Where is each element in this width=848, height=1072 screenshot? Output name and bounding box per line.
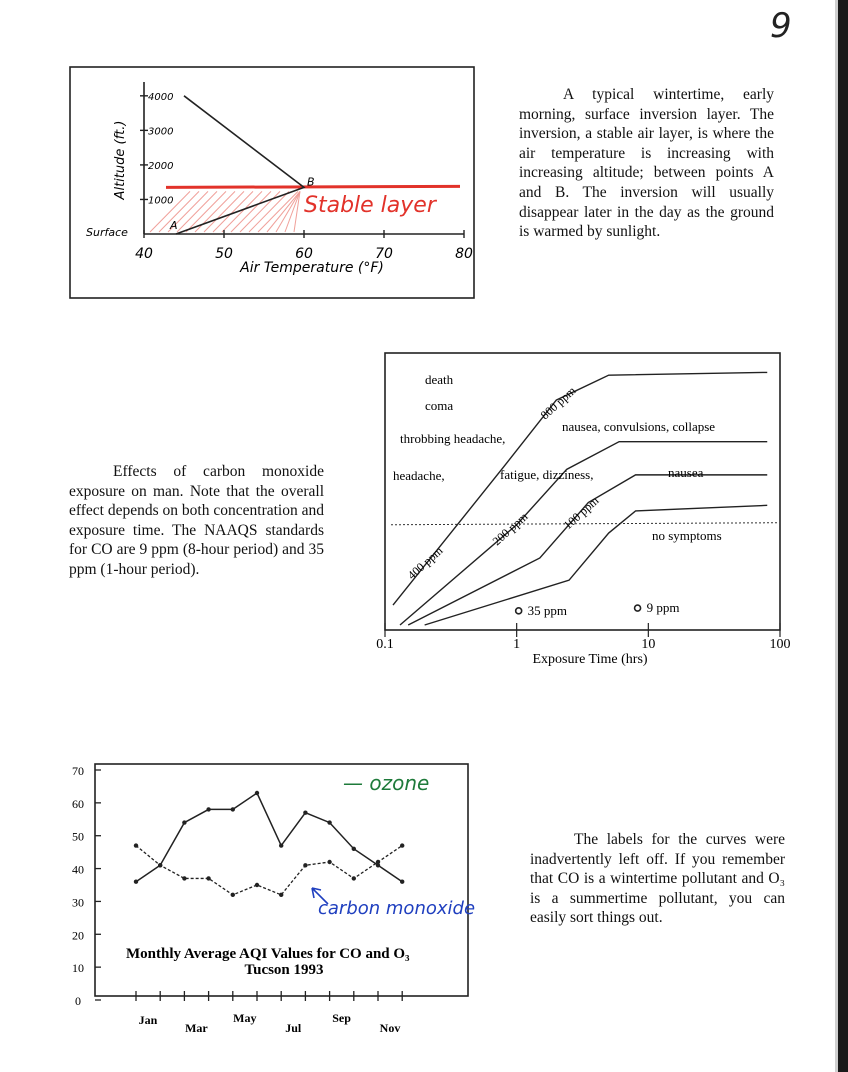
- standard-9ppm-label: 9 ppm: [646, 600, 680, 616]
- x-tick-label: 40: [135, 246, 153, 262]
- co-point: [376, 860, 380, 864]
- x-tick-label: 80: [455, 246, 473, 262]
- co-point: [231, 893, 235, 897]
- ozone-point: [279, 843, 283, 847]
- co-line: [136, 846, 402, 895]
- co-point: [255, 883, 259, 887]
- exposure-axis-label: Exposure Time (hrs): [532, 652, 648, 667]
- ozone-annotation: — ozone: [343, 771, 430, 795]
- curve-label-400: 400 ppm: [404, 543, 446, 583]
- ozone-annotation-text: ozone: [369, 771, 430, 795]
- label-death: death: [425, 372, 454, 387]
- x-tick-label: 1: [513, 637, 521, 652]
- label-coma: coma: [425, 398, 454, 413]
- y-tick-label: 2000: [148, 160, 174, 172]
- ozone-line: [136, 793, 402, 882]
- x-tick-label: Mar: [185, 1021, 208, 1035]
- y-tick-label: 20: [72, 928, 84, 943]
- standard-35ppm-label: 35 ppm: [527, 602, 568, 618]
- surface-label: Surface: [86, 226, 128, 239]
- x-tick-label: 70: [375, 246, 393, 262]
- curve-label-100: 100 ppm: [560, 493, 602, 533]
- x-tick-label: 100: [769, 637, 791, 652]
- co-point: [352, 876, 356, 880]
- x-tick-label: Nov: [379, 1021, 401, 1035]
- ozone-point: [327, 820, 331, 824]
- ozone-point: [255, 791, 259, 795]
- co-point: [134, 843, 138, 847]
- curve-label-200: 200 ppm: [489, 509, 531, 549]
- label-headache: headache,: [393, 468, 445, 483]
- x-tick-label: Sep: [332, 1011, 351, 1025]
- y-tick-label: 70: [72, 764, 84, 778]
- label-nausea: nausea: [668, 465, 704, 480]
- label-fatigue-dizziness: fatigue, dizziness,: [500, 467, 594, 482]
- label-nausea-convulsions: nausea, convulsions, collapse: [562, 419, 716, 434]
- aqi-y-ticks: [72, 764, 101, 1008]
- ozone-point: [134, 880, 138, 884]
- x-tick-label: 50: [215, 246, 233, 262]
- ozone-point: [303, 811, 307, 815]
- co-point: [158, 863, 162, 867]
- aqi-x-ticks: [136, 991, 402, 1035]
- ozone-point: [206, 807, 210, 811]
- co-point: [182, 876, 186, 880]
- y-tick-label: 30: [72, 895, 84, 910]
- co-point: [327, 860, 331, 864]
- y-tick-label: 1000: [148, 195, 174, 207]
- point-b-label: B: [307, 175, 315, 189]
- x-tick-label: 0.1: [376, 637, 394, 652]
- label-throbbing-headache: throbbing headache,: [400, 431, 506, 446]
- co-point: [206, 876, 210, 880]
- inversion-text: A typical wintertime, early morning, surface inversion layer. The inversion, a stable air layer, is where the air temperature is increasing with increasing altitude; between points A and B. The inversion will usually disappear later in the day as the ground is warmed by sunlight.: [519, 86, 774, 241]
- y-tick-label: 10: [72, 961, 84, 976]
- x-tick-label: 10: [641, 637, 656, 652]
- page-number: 9: [770, 6, 792, 46]
- altitude-axis-label: Altitude (ft.): [113, 120, 128, 200]
- point-a-label: A: [170, 219, 178, 232]
- y-tick-label: 4000: [148, 91, 174, 103]
- co-point: [400, 843, 404, 847]
- stable-layer-annotation: Stable layer: [304, 193, 436, 218]
- x-tick-label: May: [233, 1011, 257, 1025]
- ozone-point: [182, 820, 186, 824]
- aqi-note-text: The labels for the curves were inadvertently left off. If you remember that CO is a wintertime pollutant and O₃ is a summertime pollutant, you can easily sort things out.: [530, 831, 785, 927]
- co-point: [279, 893, 283, 897]
- y-tick-label: 3000: [148, 126, 174, 138]
- y-tick-label: 0: [75, 994, 81, 1008]
- aqi-chart-subtitle: Tucson 1993: [244, 962, 324, 978]
- y-tick-label: 40: [72, 862, 84, 877]
- label-no-symptoms: no symptoms: [652, 528, 722, 543]
- x-tick-label: 60: [295, 246, 313, 262]
- ozone-point: [400, 880, 404, 884]
- ozone-point: [352, 847, 356, 851]
- temperature-axis-label: Air Temperature (°F): [240, 260, 384, 276]
- aqi-data-points: [134, 791, 405, 897]
- x-tick-label: Jan: [138, 1013, 158, 1027]
- curve-label-800: 800 ppm: [537, 383, 579, 423]
- co-annotation: carbon monoxide: [318, 898, 476, 919]
- ozone-point: [231, 807, 235, 811]
- co-effects-text: Effects of carbon monoxide exposure on man. Note that the overall effect depends on both concentration and exposure time. The NAAQS standards for CO are 9 ppm (8-hour period) and 35 ppm (1-hour period).: [69, 463, 324, 578]
- y-tick-label: 60: [72, 796, 84, 811]
- aqi-chart-title: Monthly Average AQI Values for CO and O₃: [126, 946, 410, 962]
- x-tick-label: Jul: [285, 1021, 302, 1035]
- y-tick-label: 50: [72, 829, 84, 844]
- co-point: [303, 863, 307, 867]
